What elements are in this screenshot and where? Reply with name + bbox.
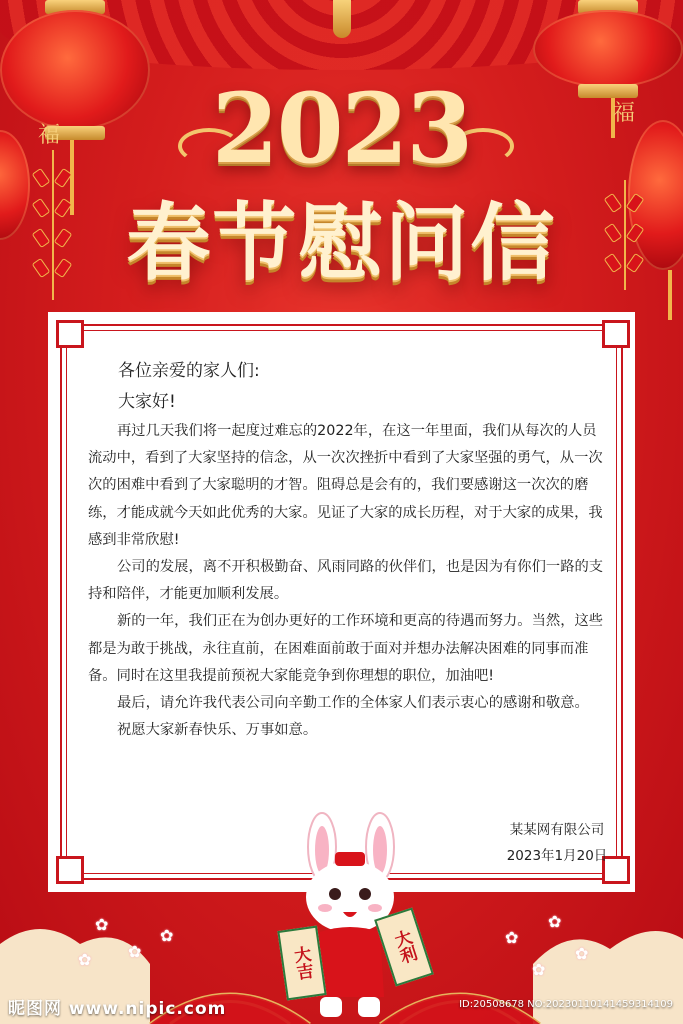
corner-ornament [602,320,630,348]
blossom-icon: ✿ [532,960,546,979]
letter-paragraph: 公司的发展，离不开积极勤奋、风雨同路的伙伴们，也是因为有你们一路的支持和陪伴，才能更加顺利发展。 [88,559,604,603]
letter-paragraph: 祝愿大家新春快乐、万事如意。 [117,722,318,739]
blossom-icon: ✿ [160,926,174,945]
letter-body [88,356,608,744]
scroll-right-text: 大利 [388,927,419,967]
corner-ornament [56,856,84,884]
watermark-id: ID:20508678 NO:20230110141459314109 [459,999,673,1010]
lantern-char: 福 [613,101,636,126]
scroll-left-text: 大吉 [289,944,314,982]
signature-company: 某某网有限公司 [509,822,605,838]
blossom-icon: ✿ [505,928,519,947]
curtain-knot [333,0,351,38]
blossom-icon: ✿ [128,942,142,961]
blossom-icon: ✿ [548,912,562,931]
letter-salutation: 各位亲爱的家人们: [118,361,260,381]
lantern-char: 福 [38,123,61,148]
headline-title: 春节慰问信 [126,193,557,292]
blossom-icon: ✿ [95,915,109,934]
letter-paragraph: 最后，请允许我代表公司向辛勤工作的全体家人们表示衷心的感谢和敬意。 [117,695,589,712]
letter-paragraph: 新的一年，我们正在为创办更好的工作环境和更高的待遇而努力。当然，这些都是为敢于挑战，永往直前，在困难面前敢于面对并想办法解决困难的同事而准备。同时在这里我提前预祝大家能竞争到你理想的职位，加油吧! [88,613,604,684]
signature-date: 2023年1月20日 [506,848,608,864]
blossom-icon: ✿ [575,944,589,963]
year-title: 2023 [211,72,472,185]
letter-greeting: 大家好! [118,392,176,412]
corner-ornament [56,320,84,348]
watermark-site: 昵图网 www.nipic.com [8,999,227,1019]
letter-paragraph: 再过几天我们将一起度过难忘的2022年，在这一年里面，我们从每次的人员流动中，看到了大家坚持的信念，从一次次挫折中看到了大家坚强的勇气，从一次次的困难中看到了大家聪明的才智。阻碍总是会有的，我们要感谢这一次次的磨练，才能成就今天如此优秀的大家。见证了大家的成长历程，对于大家的成果，我感到非常欣慰! [88,423,603,548]
blossom-icon: ✿ [78,950,92,969]
